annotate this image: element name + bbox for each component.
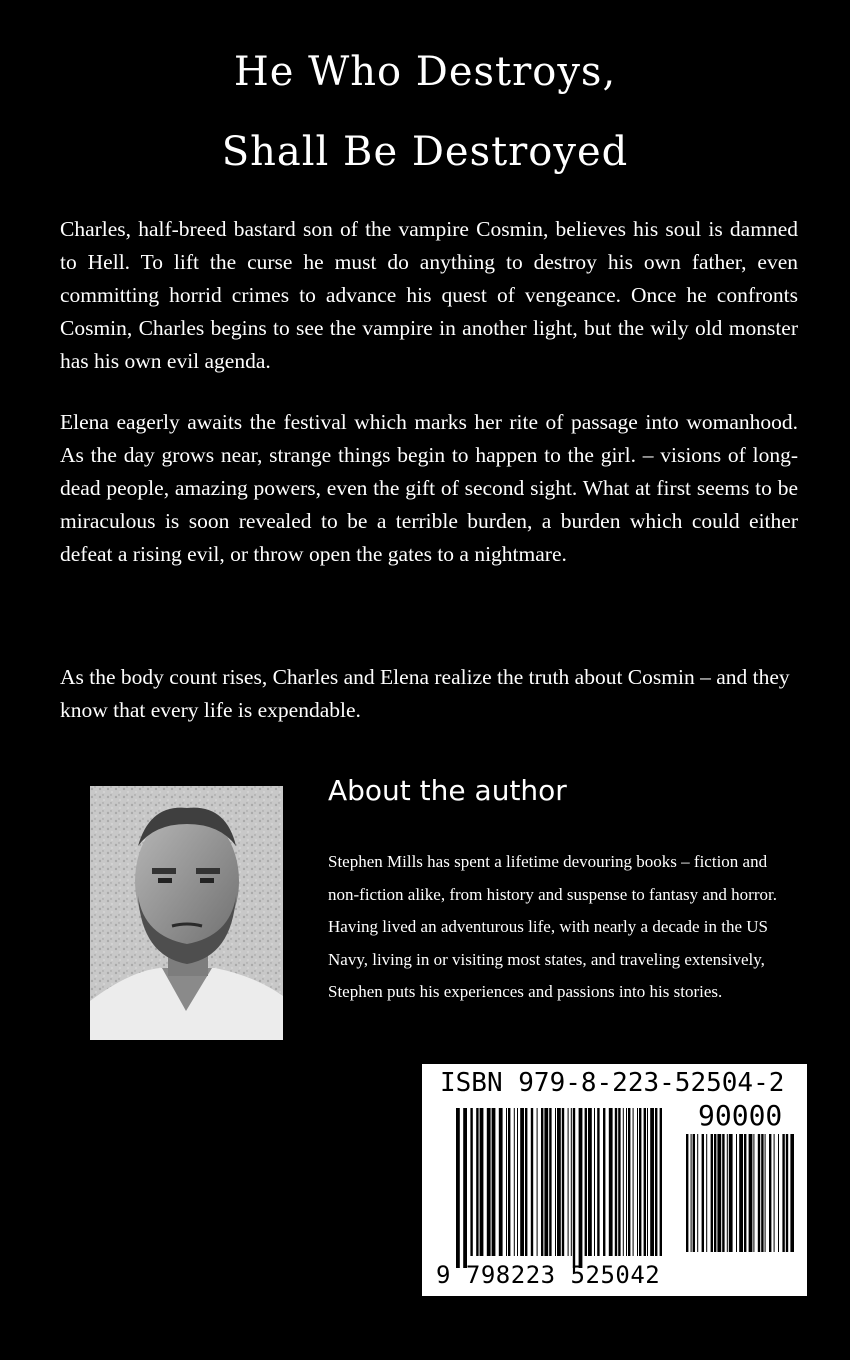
barcode-bar <box>697 1134 698 1252</box>
barcode-bar <box>470 1108 472 1256</box>
barcode-bars-addon <box>686 1134 794 1264</box>
barcode-bar <box>786 1134 788 1252</box>
barcode-bar <box>520 1108 524 1256</box>
isbn-label: ISBN 979-8-223-52504-2 <box>440 1068 785 1098</box>
title-line-1: He Who Destroys, <box>233 49 617 95</box>
barcode-bar <box>753 1134 754 1252</box>
barcode-bar <box>557 1108 561 1256</box>
barcode-bar <box>633 1108 634 1256</box>
barcode-bar <box>744 1134 746 1252</box>
barcode-bar <box>644 1108 646 1256</box>
barcode-bar <box>769 1134 771 1252</box>
barcode-bar <box>514 1108 515 1256</box>
barcode-bar <box>693 1134 695 1252</box>
barcode-bar <box>782 1134 784 1252</box>
barcode-bar <box>711 1134 713 1252</box>
barcode-bar <box>555 1108 556 1256</box>
barcode-bar <box>637 1108 638 1256</box>
barcode-bar <box>615 1108 617 1256</box>
barcode-bar <box>727 1134 728 1252</box>
barcode-bar <box>609 1108 613 1256</box>
barcode-bar <box>729 1134 733 1252</box>
barcode-bar <box>603 1108 605 1256</box>
barcode-bar <box>506 1108 507 1256</box>
barcode-bar <box>655 1108 657 1256</box>
barcode-bar <box>691 1134 692 1252</box>
barcode-bar <box>549 1108 551 1256</box>
blurb-paragraph-3: As the body count rises, Charles and Elena realize the truth about Cosmin – and they know that every life is expendable. <box>60 665 790 722</box>
barcode-bar <box>714 1134 716 1252</box>
barcode-bar <box>758 1134 760 1252</box>
barcode-bar <box>626 1108 627 1256</box>
barcode-bar <box>456 1108 460 1268</box>
barcode-bar <box>765 1134 766 1252</box>
title-line-2: Shall Be Destroyed <box>221 129 629 175</box>
barcode-bar <box>480 1108 484 1256</box>
barcode-bar <box>571 1108 572 1256</box>
barcode-bar <box>594 1108 595 1256</box>
barcode-bar <box>476 1108 478 1256</box>
barcode-bar <box>706 1134 707 1252</box>
barcode-bar <box>597 1108 599 1256</box>
barcode-bar <box>722 1134 724 1252</box>
barcode-bar <box>778 1134 779 1252</box>
barcode-bar <box>761 1134 763 1252</box>
price-code: 90000 <box>698 1099 783 1132</box>
barcode-bar <box>499 1108 503 1256</box>
barcode-bar <box>531 1108 533 1256</box>
barcode-bar <box>790 1134 794 1252</box>
barcode-bars-main <box>456 1108 666 1268</box>
barcode-bar <box>717 1134 721 1252</box>
barcode-bar <box>618 1108 620 1256</box>
barcode-bar <box>568 1108 569 1256</box>
barcode-bar <box>573 1108 575 1268</box>
barcode-bar <box>541 1108 543 1256</box>
barcode-bar <box>623 1108 624 1256</box>
author-portrait-image <box>90 786 283 1040</box>
barcode-digits: 9 798223 525042 <box>436 1261 661 1289</box>
barcode-bar <box>650 1108 654 1256</box>
blurb-paragraph-1: Charles, half-breed bastard son of the vampire Cosmin, believes his soul is damned to Hell. To lift the curse he must do anything to destroy his own father, even committing horrid crimes to advance his quest of vengeance. Once he confronts Cosmin, Charles begins to see the vampire in another light, but the wily old monster has his own evil agenda. <box>60 217 798 373</box>
barcode-bar <box>628 1108 630 1256</box>
barcode-bar <box>517 1108 518 1256</box>
author-photo <box>90 786 283 1040</box>
barcode-bar <box>537 1108 538 1256</box>
barcode-bar <box>562 1108 564 1256</box>
barcode-bar <box>463 1108 467 1268</box>
barcode-bar <box>736 1134 737 1252</box>
about-author-text: Stephen Mills has spent a lifetime devouring books – fiction and non-fiction alike, from history and suspense to fantasy and horror. Having lived an adventurous life, with nearly a decade in the US Navy, living in or visiting most states, and traveling extensively, Stephen puts his experiences and passions into his stories. <box>328 852 777 1001</box>
barcode-bar <box>660 1108 662 1256</box>
barcode-bar <box>588 1108 592 1256</box>
barcode-bar <box>749 1134 753 1252</box>
barcode-bar <box>702 1134 704 1252</box>
blurb-paragraph-2: Elena eagerly awaits the festival which marks her rite of passage into womanhood. As the day grows near, strange things begin to happen to the girl. – visions of long-dead people, amazing powers, even the gift of second sight. What at first seems to be miraculous is soon revealed to be a terrible burden, a burden which could either defeat a rising evil, or throw open the gates to a nightmare. <box>60 410 798 566</box>
barcode-bar <box>544 1108 548 1256</box>
barcode-bar <box>585 1108 587 1256</box>
barcode-bar <box>647 1108 648 1256</box>
barcode-bar <box>639 1108 641 1256</box>
barcode-bar <box>739 1134 743 1252</box>
barcode-bar <box>487 1108 491 1256</box>
barcode-bar <box>508 1108 510 1256</box>
barcode-bar <box>492 1108 496 1256</box>
barcode-bar <box>579 1108 583 1268</box>
barcode-bar <box>525 1108 527 1256</box>
isbn-barcode <box>422 1064 807 1296</box>
barcode-bar <box>774 1134 775 1252</box>
about-author-heading: About the author <box>328 774 567 807</box>
barcode-bar <box>686 1134 688 1252</box>
